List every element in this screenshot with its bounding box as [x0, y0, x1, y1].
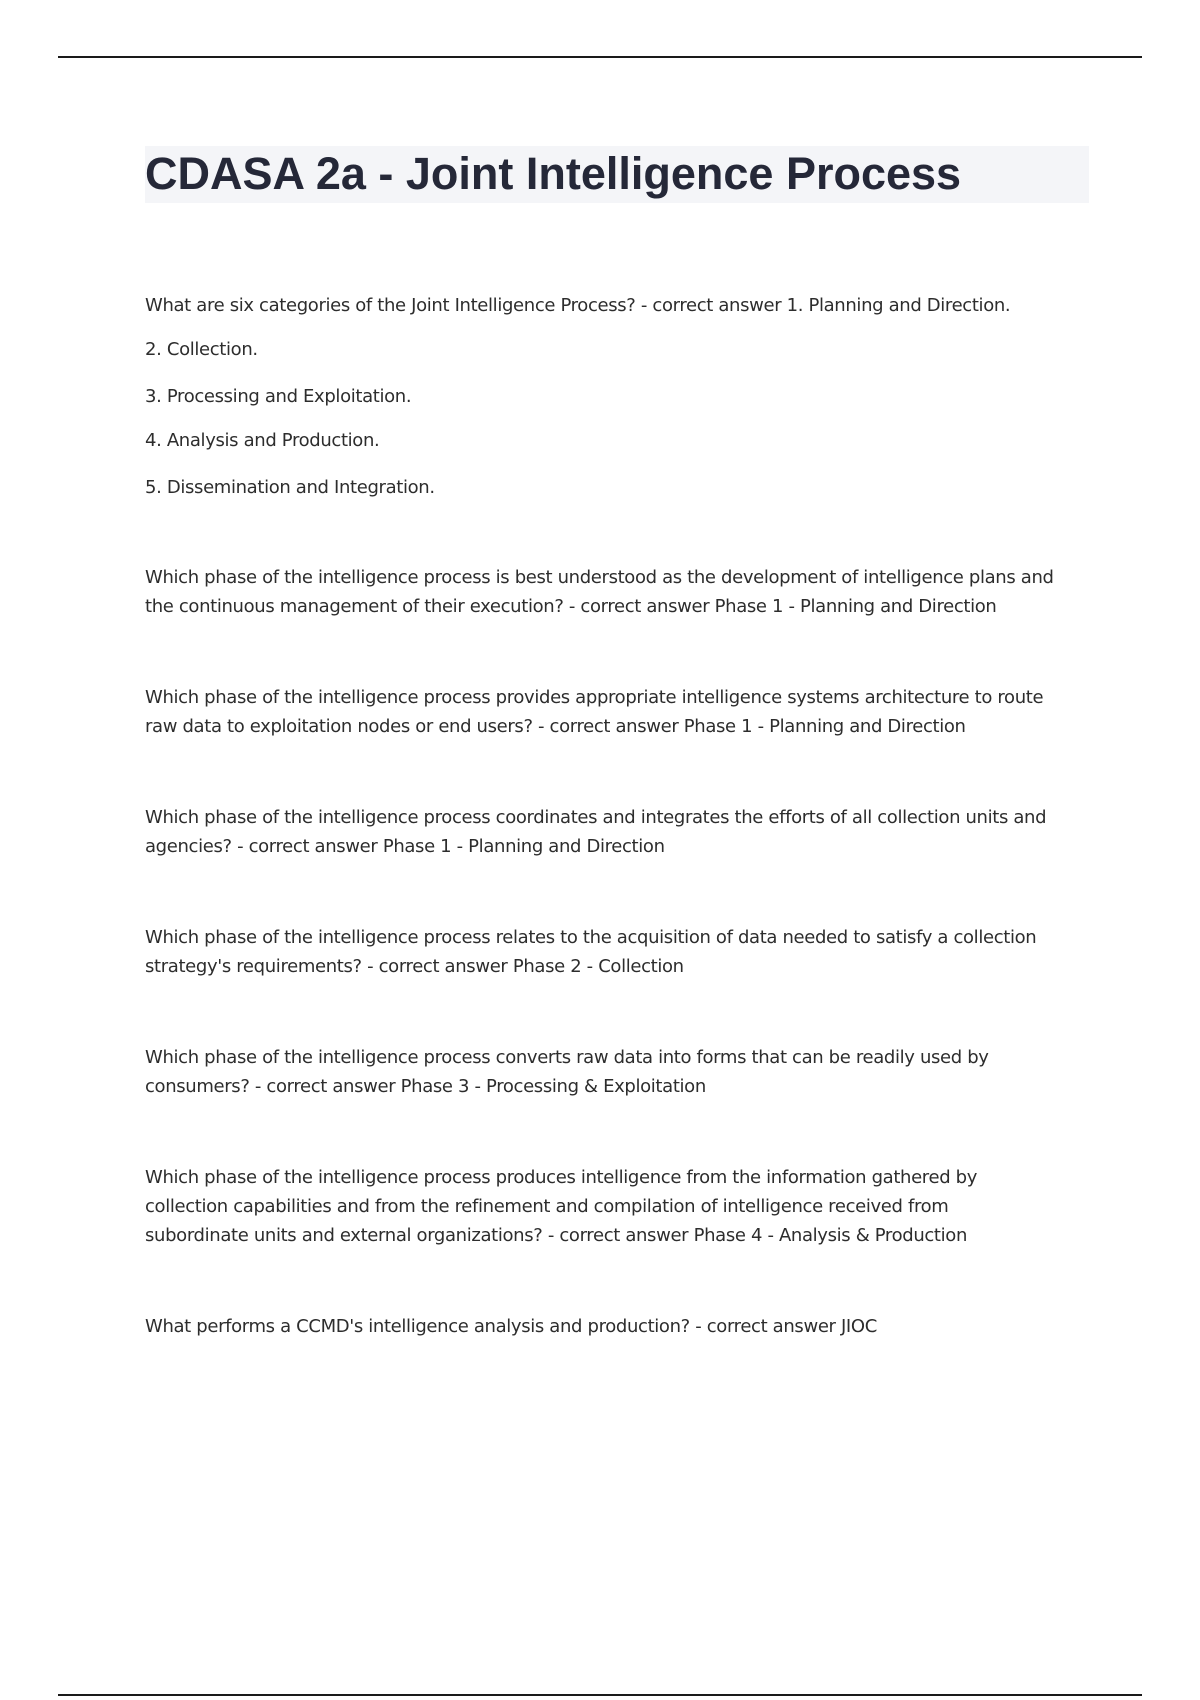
qa-line: Which phase of the intelligence process relates to the acquisition of data needed to satisfy a collection [145, 927, 1037, 948]
qa-line: Which phase of the intelligence process produces intelligence from the information gathered by [145, 1167, 978, 1188]
qa-line: subordinate units and external organizations? - correct answer Phase 4 - Analysis & Production [145, 1225, 968, 1246]
qa-line: What performs a CCMD's intelligence analysis and production? - correct answer JIOC [145, 1316, 877, 1337]
top-rule [58, 56, 1142, 58]
qa-line: raw data to exploitation nodes or end users? - correct answer Phase 1 - Planning and Direction [145, 716, 966, 737]
qa-line: Which phase of the intelligence process is best understood as the development of intelligence plans and [145, 567, 1054, 588]
bottom-rule [58, 1694, 1142, 1696]
qa-line: What are six categories of the Joint Intelligence Process? - correct answer 1. Planning and Direction. [145, 295, 1011, 316]
qa-line: strategy's requirements? - correct answer Phase 2 - Collection [145, 956, 684, 977]
qa-line: Which phase of the intelligence process converts raw data into forms that can be readily used by [145, 1047, 989, 1068]
qa-line: the continuous management of their execution? - correct answer Phase 1 - Planning and Direction [145, 596, 997, 617]
qa-line: 2. Collection. [145, 339, 258, 360]
document-title: CDASA 2a - Joint Intelligence Process [145, 148, 962, 199]
qa-line: Which phase of the intelligence process coordinates and integrates the efforts of all collection units and [145, 807, 1047, 828]
qa-line: agencies? - correct answer Phase 1 - Planning and Direction [145, 836, 665, 857]
qa-line: collection capabilities and from the refinement and compilation of intelligence received from [145, 1196, 949, 1217]
qa-line: 4. Analysis and Production. [145, 430, 380, 451]
qa-line: Which phase of the intelligence process provides appropriate intelligence systems architecture to route [145, 687, 1044, 708]
qa-line: 3. Processing and Exploitation. [145, 386, 412, 407]
qa-line: 5. Dissemination and Integration. [145, 477, 435, 498]
qa-line: consumers? - correct answer Phase 3 - Processing & Exploitation [145, 1076, 706, 1097]
